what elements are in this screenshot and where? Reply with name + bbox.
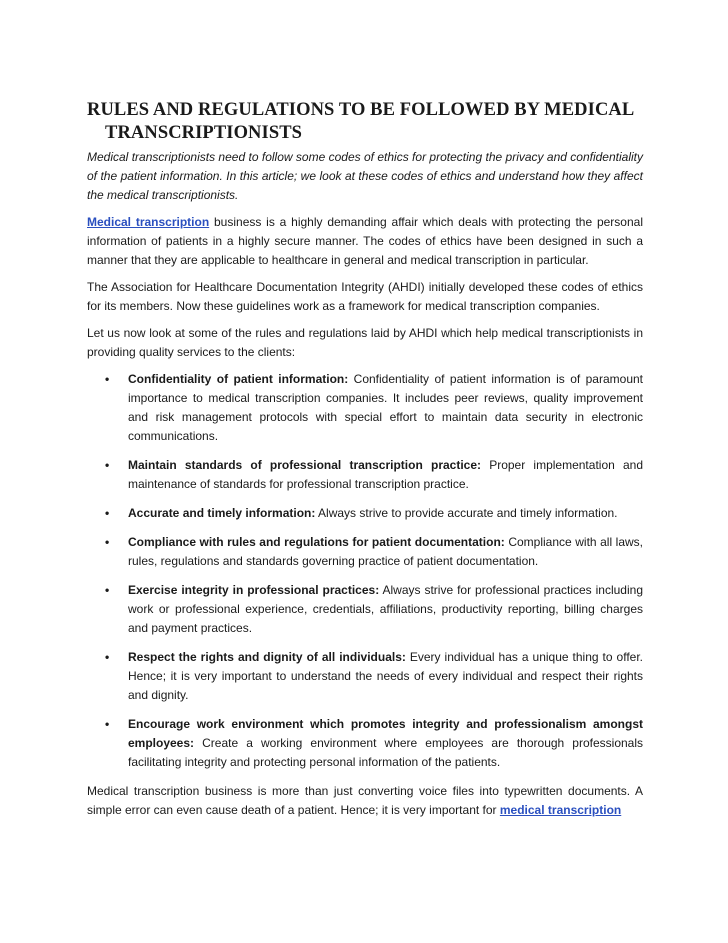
document-page	[87, 99, 643, 828]
intro-paragraph: Medical transcriptionists need to follow some codes of ethics for protecting the privacy and confidentiality of the patient information. In this article; we look at these codes of ethics and understand how they affect the medical transcriptionists.	[87, 150, 643, 202]
paragraph-2: The Association for Healthcare Documentation Integrity (AHDI) initially developed these codes of ethics for its members. Now these guidelines work as a framework for medical transcription companies.	[87, 280, 643, 313]
rule-text: Confidentiality of patient information is of paramount importance to medical transcription companies. It includes peer reviews, quality improvement and risk management protocols with special effort to maintain data security in electronic communications.	[128, 372, 644, 443]
list-item	[87, 456, 643, 494]
rule-heading: Confidentiality of patient information:	[128, 372, 349, 386]
paragraph-4	[87, 782, 643, 820]
rule-text: Always strive for professional practices including work or professional experience, credentials, affiliations, productivity reporting, billing charges and payment practices.	[128, 583, 643, 635]
bullet-icon: •	[105, 506, 110, 520]
paragraph-1-text: business is a highly demanding affair which deals with protecting the personal information of patients in a highly secure manner. The codes of ethics have been designed in such a manner that they are applicable to healthcare in general and medical transcription in particular.	[87, 215, 643, 267]
rule-heading: Compliance with rules and regulations for patient documentation:	[128, 535, 505, 549]
bullet-icon: •	[105, 458, 110, 472]
bullet-icon: •	[105, 717, 110, 731]
paragraph-4-text: Medical transcription business is more than just converting voice files into typewritten documents. A simple error can even cause death of a patient. Hence; it is very important for	[87, 784, 643, 817]
paragraph-3: Let us now look at some of the rules and regulations laid by AHDI which help medical transcriptionists in providing quality services to the clients:	[87, 326, 643, 359]
medical-transcription-link-2[interactable]: medical transcription	[499, 803, 622, 817]
list-item	[87, 370, 643, 446]
rule-heading: Respect the rights and dignity of all individuals:	[128, 650, 406, 664]
rule-text: Create a working environment where employees are thorough professionals facilitating integrity and protecting personal information of the patients.	[128, 736, 643, 769]
list-item	[87, 533, 643, 571]
rule-heading: Encourage work environment which promotes integrity and professionalism amongst employees:	[128, 717, 643, 750]
list-item	[87, 715, 643, 772]
document-title	[87, 99, 643, 145]
rule-text: Every individual has a unique thing to offer. Hence; it is very important to understand the needs of every individual and respect their rights and dignity.	[128, 650, 643, 702]
rules-list	[87, 370, 643, 772]
list-item	[87, 504, 643, 523]
medical-transcription-link[interactable]: Medical transcription	[87, 215, 210, 229]
bullet-icon: •	[105, 583, 110, 597]
rule-heading: Maintain standards of professional transcription practice:	[128, 458, 482, 472]
list-item	[87, 581, 643, 638]
list-item	[87, 648, 643, 705]
bullet-icon: •	[105, 372, 110, 386]
rule-text: Compliance with all laws, rules, regulations and standards governing practice of patient documentation.	[128, 535, 643, 568]
rule-text: Proper implementation and maintenance of standards for professional transcription practice.	[128, 458, 643, 491]
bullet-icon: •	[105, 650, 110, 664]
title-line-1: RULES AND REGULATIONS TO BE FOLLOWED BY MEDICAL	[87, 100, 635, 120]
title-line-2: TRANSCRIPTIONISTS	[105, 123, 303, 143]
rule-text: Always strive to provide accurate and timely information.	[315, 506, 618, 520]
bullet-icon: •	[105, 535, 110, 549]
rule-heading: Accurate and timely information:	[128, 506, 316, 520]
rule-heading: Exercise integrity in professional practices:	[128, 583, 380, 597]
paragraph-1	[87, 213, 643, 270]
